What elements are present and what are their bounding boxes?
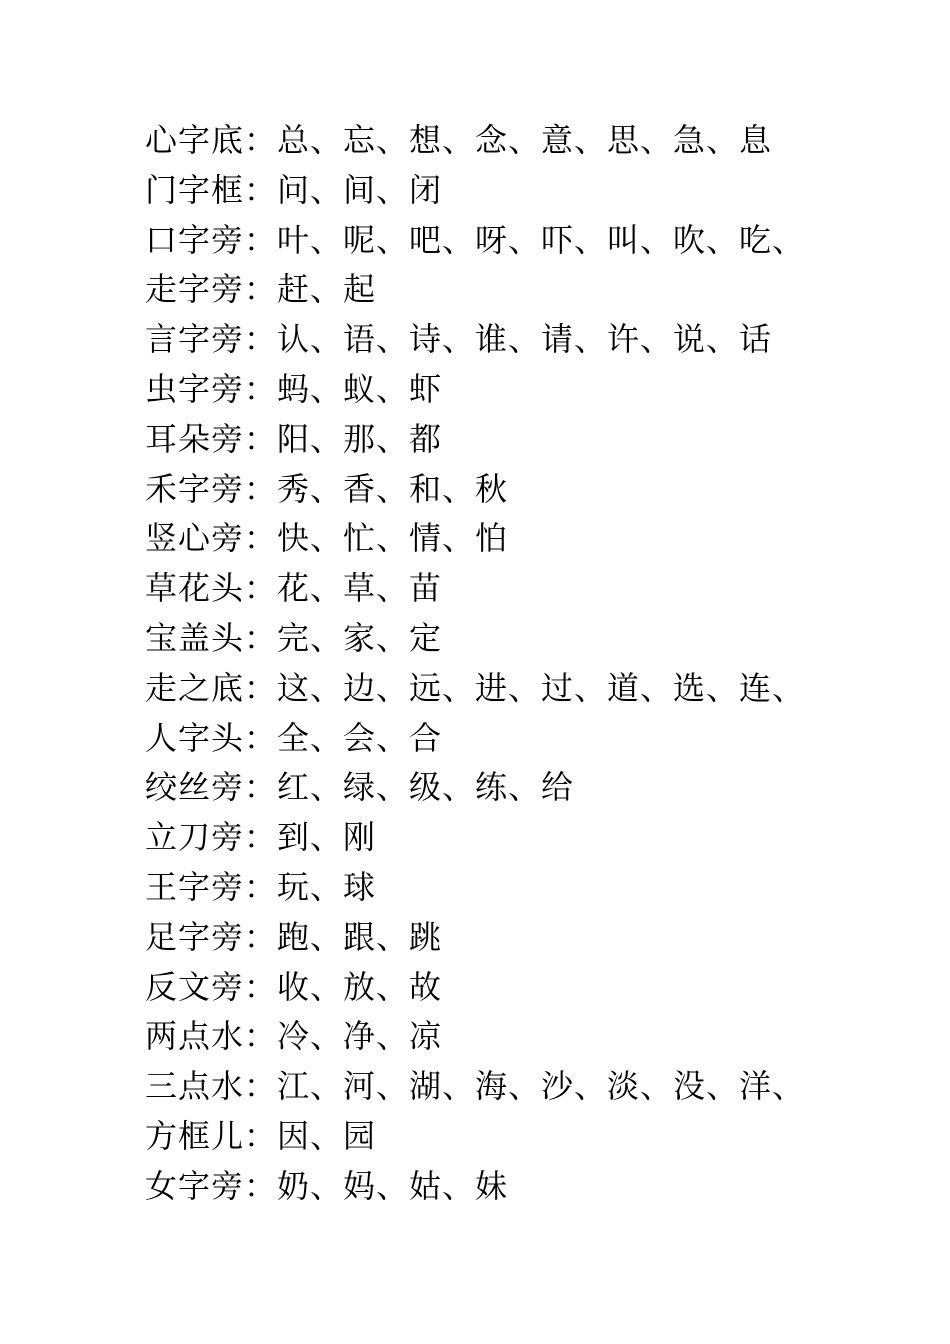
radical-line: 口字旁：叶、呢、吧、呀、吓、叫、吹、吃、 (145, 220, 806, 259)
radical-line: 走之底：这、边、远、进、过、道、选、连、 (145, 668, 806, 707)
radical-line: 绞丝旁：红、绿、级、练、给 (145, 768, 575, 807)
radical-line: 方框儿：因、园 (145, 1116, 377, 1155)
radical-line: 两点水：冷、净、凉 (145, 1017, 443, 1056)
radical-line: 虫字旁：蚂、蚁、虾 (145, 369, 443, 408)
radical-line: 足字旁：跑、跟、跳 (145, 917, 443, 956)
radical-line: 草花头：花、草、苗 (145, 569, 443, 608)
radical-line: 王字旁：玩、球 (145, 867, 377, 906)
radical-line: 禾字旁：秀、香、和、秋 (145, 469, 509, 508)
radical-line: 心字底：总、忘、想、念、意、思、急、息 (145, 121, 773, 159)
radical-line: 言字旁：认、语、诗、谁、请、许、说、话 (145, 320, 773, 359)
radical-line: 女字旁：奶、妈、姑、妹 (145, 1166, 509, 1205)
radical-line: 三点水：江、河、湖、海、沙、淡、没、洋、 (145, 1067, 806, 1106)
radical-list (145, 116, 905, 1212)
radical-line: 走字旁：赶、起 (145, 270, 377, 309)
radical-line: 门字框：问、间、闭 (145, 170, 443, 209)
radical-line: 耳朵旁：阳、那、都 (145, 419, 443, 458)
radical-line: 竖心旁：快、忙、情、怕 (145, 519, 509, 558)
radical-line: 人字头：全、会、合 (145, 718, 443, 757)
radical-line: 宝盖头：完、家、定 (145, 618, 443, 657)
radical-line: 立刀旁：到、刚 (145, 818, 377, 857)
radical-line: 反文旁：收、放、故 (145, 967, 443, 1006)
